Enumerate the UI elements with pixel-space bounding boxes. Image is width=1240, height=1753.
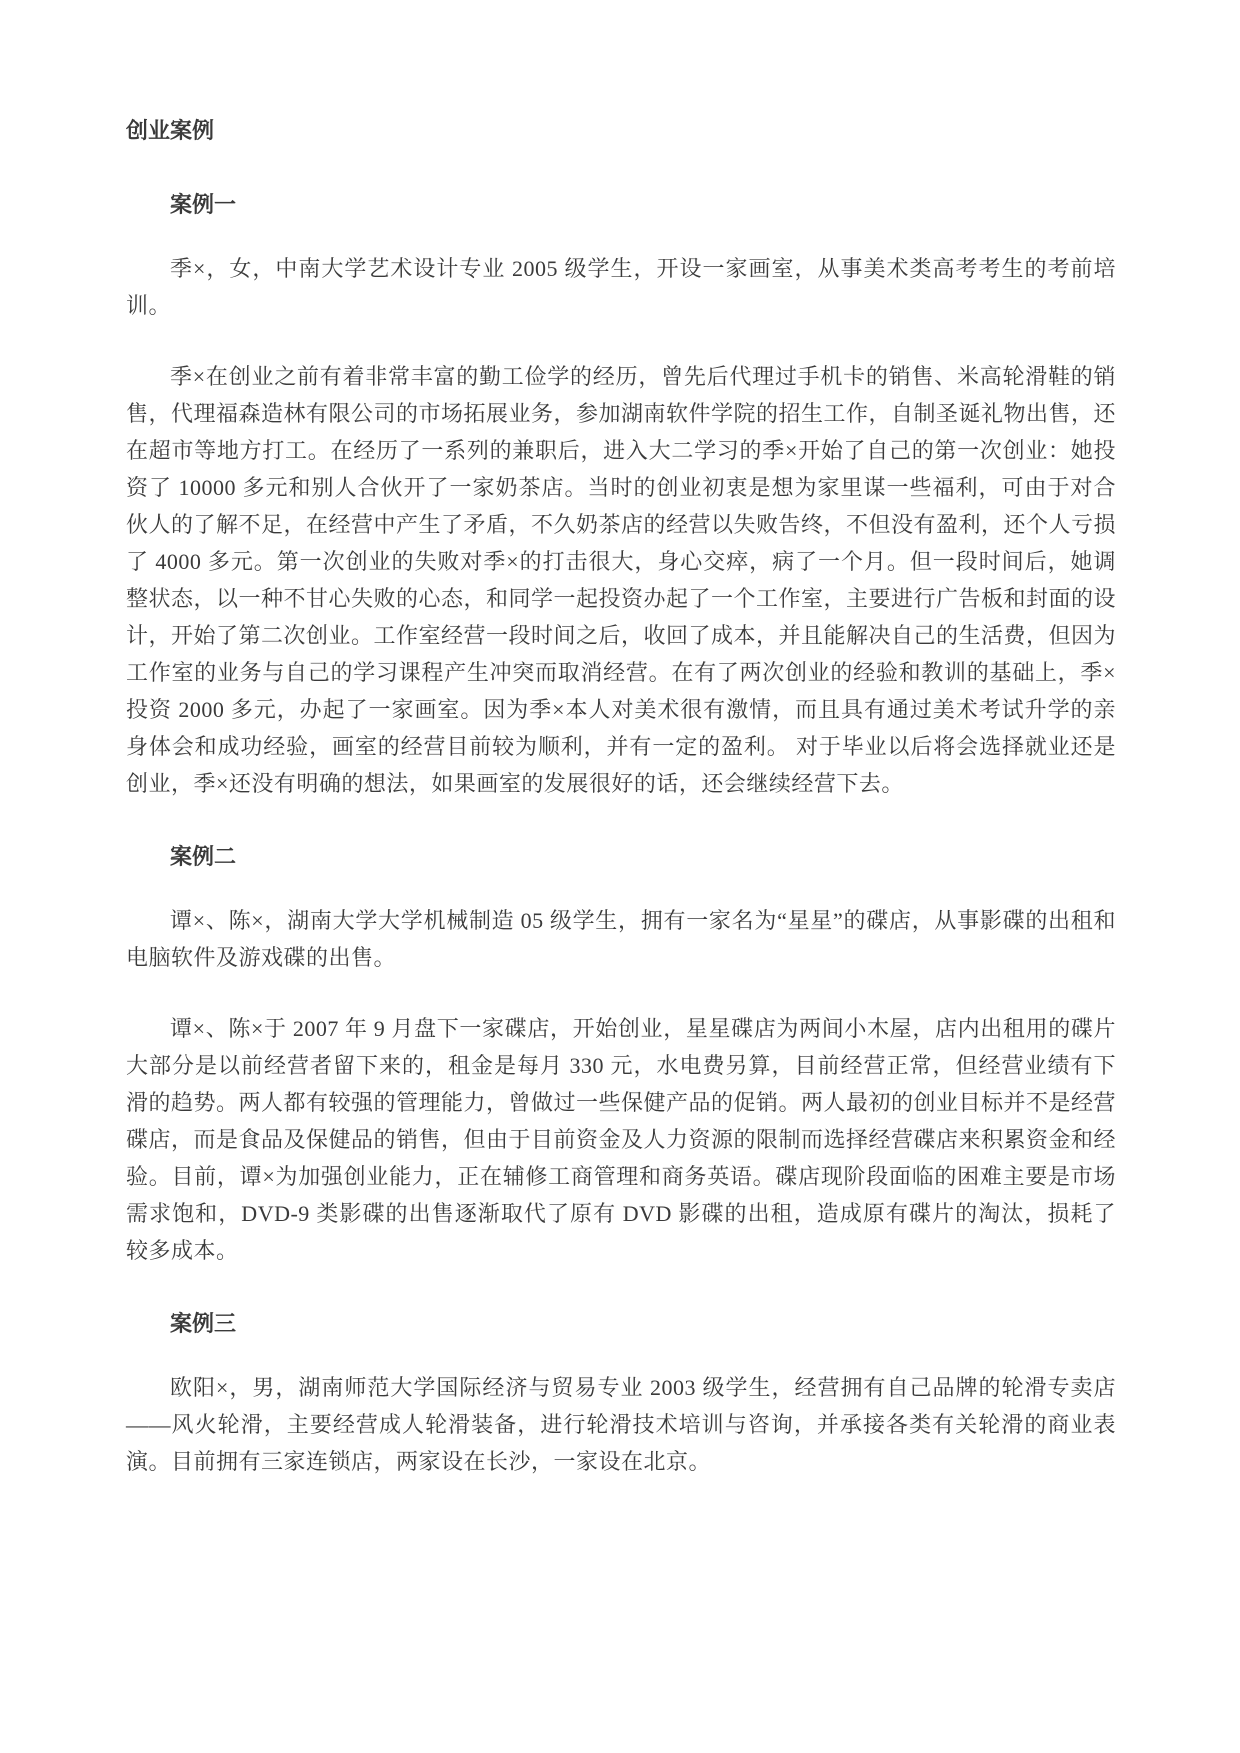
case-one-heading: 案例一	[170, 192, 237, 217]
case-three-heading: 案例三	[170, 1311, 237, 1336]
case-one-detail-paragraph: 季×在创业之前有着非常丰富的勤工俭学的经历，曾先后代理过手机卡的销售、米高轮滑鞋的销售，代理福森造林有限公司的市场拓展业务，参加湖南软件学院的招生工作，自制圣诞礼物出售，还在超市等地方打工。在经历了一系列的兼职后，进入大二学习的季×开始了自己的第一次创业：她投资了 10000 多元和别人合伙开了一家奶茶店。当时的创业初衷是想为家里谋一些福利，可由于对合伙人的了解不足，在经营中产生了矛盾，不久奶茶店的经营以失败告终，不但没有盈利，还个人亏损了 4000 多元。第一次创业的失败对季×的打击很大，身心交瘁，病了一个月。但一段时间后，她调整状态，以一种不甘心失败的心态，和同学一起投资办起了一个工作室，主要进行广告板和封面的设计，开始了第二次创业。工作室经营一段时间之后，收回了成本，并且能解决自己的生活费，但因为工作室的业务与自己的学习课程产生冲突而取消经营。在有了两次创业的经验和教训的基础上，季×投资 2000 多元，办起了一家画室。因为季×本人对美术很有激情，而且具有通过美术考试升学的亲身体会和成功经验，画室的经营目前较为顺利，并有一定的盈利。 对于毕业以后将会选择就业还是创业，季×还没有明确的想法，如果画室的发展很好的话，还会继续经营下去。	[126, 364, 1117, 796]
case-section-three	[126, 1305, 1116, 1480]
case-section-one	[126, 186, 1116, 802]
case-one-intro-paragraph: 季×，女，中南大学艺术设计专业 2005 级学生，开设一家画室，从事美术类高考考生的考前培训。	[126, 256, 1116, 318]
case-three-intro-paragraph: 欧阳×，男，湖南师范大学国际经济与贸易专业 2003 级学生，经营拥有自己品牌的轮滑专卖店——风火轮滑，主要经营成人轮滑装备，进行轮滑技术培训与咨询，并承接各类有关轮滑的商业表演。目前拥有三家连锁店，两家设在长沙，一家设在北京。	[126, 1375, 1116, 1474]
page-title: 创业案例	[126, 118, 215, 143]
case-two-detail-paragraph: 谭×、陈×于 2007 年 9 月盘下一家碟店，开始创业，星星碟店为两间小木屋，店内出租用的碟片大部分是以前经营者留下来的，租金是每月 330 元，水电费另算，目前经营正常，但经营业绩有下滑的趋势。两人都有较强的管理能力，曾做过一些保健产品的促销。两人最初的创业目标并不是经营碟店，而是食品及保健品的销售，但由于目前资金及人力资源的限制而选择经营碟店来积累资金和经验。目前，谭×为加强创业能力，正在辅修工商管理和商务英语。碟店现阶段面临的困难主要是市场需求饱和，DVD-9 类影碟的出售逐渐取代了原有 DVD 影碟的出租，造成原有碟片的淘汰，损耗了较多成本。	[126, 1016, 1117, 1263]
case-two-intro-paragraph: 谭×、陈×，湖南大学大学机械制造 05 级学生，拥有一家名为“星星”的碟店，从事影碟的出租和电脑软件及游戏碟的出售。	[126, 908, 1116, 970]
case-section-two	[126, 838, 1116, 1269]
case-two-heading: 案例二	[170, 844, 237, 869]
